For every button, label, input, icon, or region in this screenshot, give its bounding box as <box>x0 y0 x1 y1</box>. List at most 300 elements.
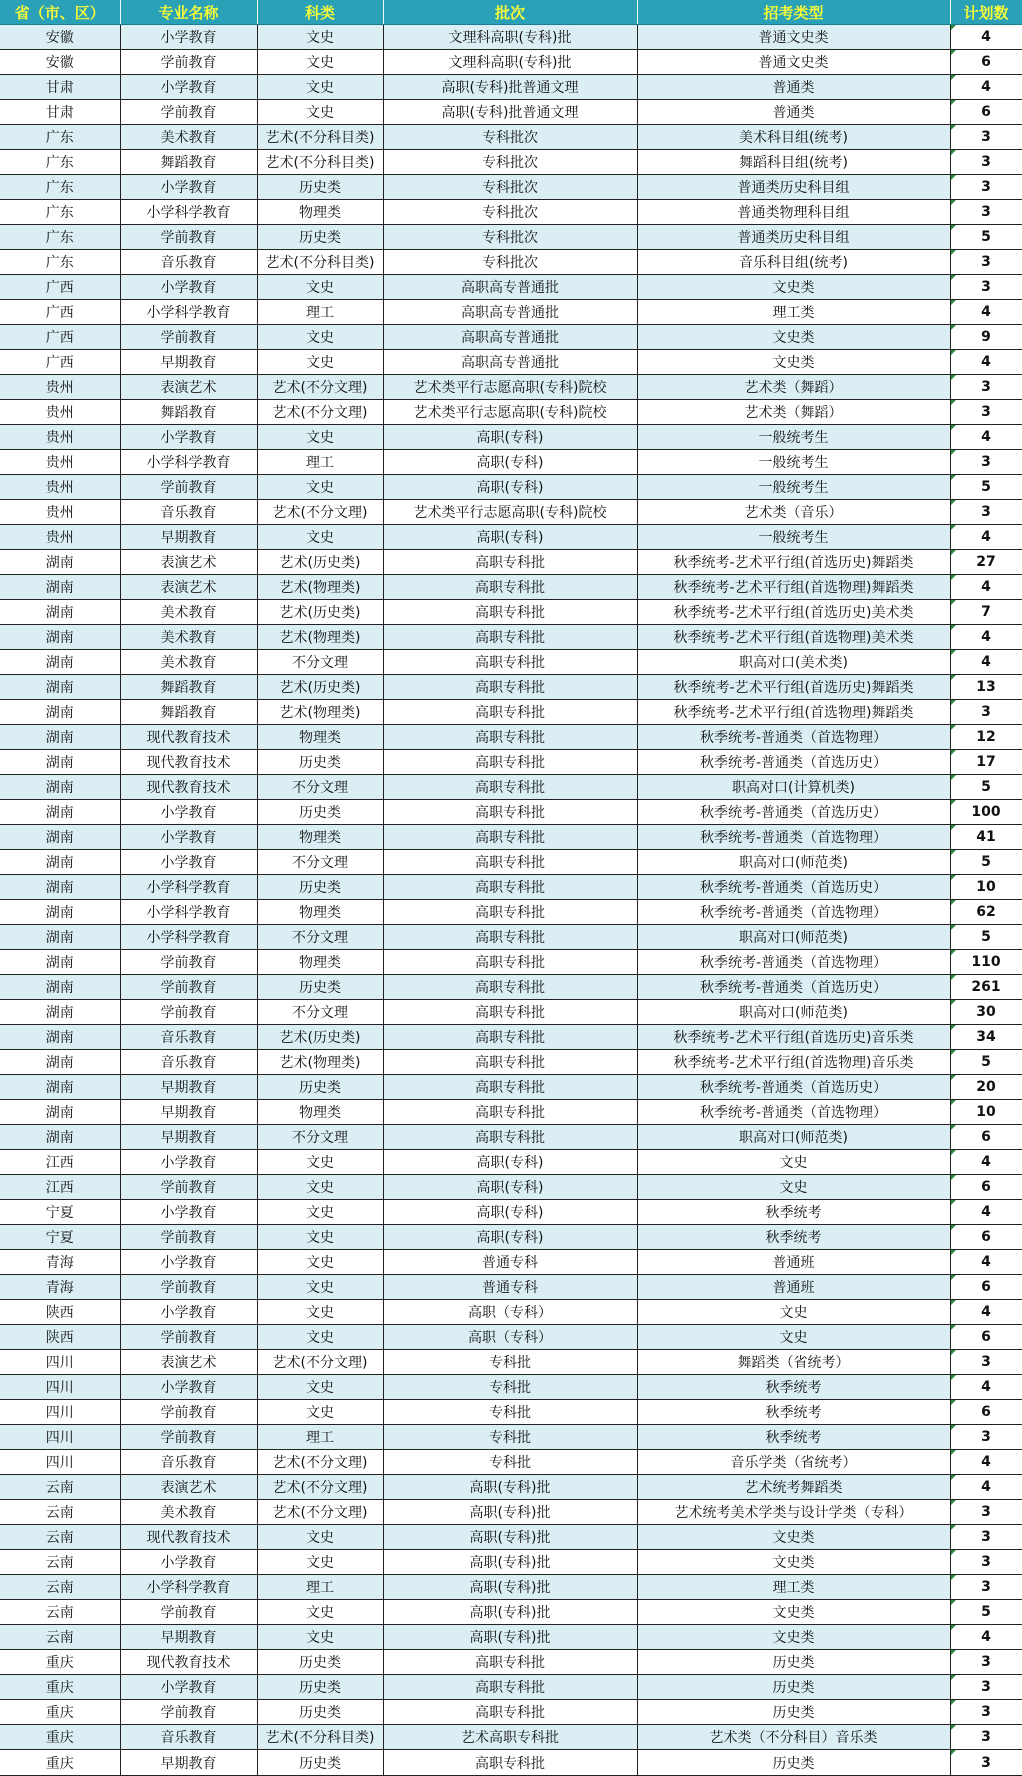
cell-plan-count: 3 <box>950 1750 1022 1776</box>
cell-batch: 高职专科批 <box>383 1650 637 1675</box>
cell-major: 小学教育 <box>120 800 257 825</box>
cell-province: 安徽 <box>0 50 120 75</box>
cell-subject-category: 历史类 <box>257 1750 383 1776</box>
table-row <box>0 1075 1022 1100</box>
cell-major: 现代教育技术 <box>120 1525 257 1550</box>
cell-batch: 高职(专科) <box>383 475 637 500</box>
cell-subject-category: 艺术(物理类) <box>257 700 383 725</box>
cell-plan-count: 13 <box>950 675 1022 700</box>
cell-batch: 高职(专科)批普通文理 <box>383 75 637 100</box>
cell-major: 小学教育 <box>120 75 257 100</box>
cell-plan-count: 4 <box>950 1625 1022 1650</box>
cell-major: 学前教育 <box>120 225 257 250</box>
cell-province: 湖南 <box>0 925 120 950</box>
table-row <box>0 25 1022 50</box>
cell-admission-type: 普通班 <box>637 1250 950 1275</box>
header-row <box>0 0 1022 25</box>
cell-major: 音乐教育 <box>120 1050 257 1075</box>
cell-major: 小学教育 <box>120 1200 257 1225</box>
cell-batch: 高职专科批 <box>383 750 637 775</box>
cell-province: 广西 <box>0 300 120 325</box>
cell-admission-type: 秋季统考 <box>637 1400 950 1425</box>
table-row <box>0 1275 1022 1300</box>
cell-batch: 高职专科批 <box>383 575 637 600</box>
cell-batch: 高职(专科)批 <box>383 1500 637 1525</box>
cell-major: 学前教育 <box>120 1425 257 1450</box>
cell-province: 贵州 <box>0 500 120 525</box>
cell-batch: 高职（专科） <box>383 1300 637 1325</box>
cell-province: 陕西 <box>0 1325 120 1350</box>
cell-province: 湖南 <box>0 1100 120 1125</box>
table-row <box>0 200 1022 225</box>
cell-subject-category: 不分文理 <box>257 650 383 675</box>
cell-admission-type: 秋季统考-普通类（首选历史） <box>637 800 950 825</box>
cell-admission-type: 秋季统考-艺术平行组(首选物理)舞蹈类 <box>637 700 950 725</box>
cell-plan-count: 3 <box>950 1700 1022 1725</box>
cell-batch: 高职专科批 <box>383 1750 637 1776</box>
cell-batch: 高职专科批 <box>383 600 637 625</box>
cell-subject-category: 文史 <box>257 1300 383 1325</box>
cell-major: 早期教育 <box>120 1750 257 1776</box>
cell-plan-count: 3 <box>950 1725 1022 1750</box>
cell-admission-type: 舞蹈科目组(统考) <box>637 150 950 175</box>
cell-subject-category: 艺术(不分文理) <box>257 1475 383 1500</box>
cell-subject-category: 历史类 <box>257 750 383 775</box>
cell-batch: 专科批 <box>383 1375 637 1400</box>
cell-major: 小学教育 <box>120 1250 257 1275</box>
table-row <box>0 1350 1022 1375</box>
cell-plan-count: 3 <box>950 150 1022 175</box>
cell-subject-category: 物理类 <box>257 1100 383 1125</box>
cell-subject-category: 历史类 <box>257 1700 383 1725</box>
table-row <box>0 550 1022 575</box>
cell-admission-type: 秋季统考-艺术平行组(首选历史)音乐类 <box>637 1025 950 1050</box>
cell-admission-type: 秋季统考-普通类（首选物理） <box>637 825 950 850</box>
cell-admission-type: 艺术类（不分科目）音乐类 <box>637 1725 950 1750</box>
cell-province: 重庆 <box>0 1675 120 1700</box>
table-row <box>0 1550 1022 1575</box>
cell-province: 云南 <box>0 1625 120 1650</box>
cell-admission-type: 文史类 <box>637 350 950 375</box>
cell-province: 贵州 <box>0 525 120 550</box>
cell-admission-type: 秋季统考-普通类（首选历史） <box>637 975 950 1000</box>
cell-subject-category: 艺术(不分科目类) <box>257 150 383 175</box>
table-row <box>0 275 1022 300</box>
table-row <box>0 775 1022 800</box>
cell-province: 广东 <box>0 250 120 275</box>
table-row <box>0 1425 1022 1450</box>
cell-admission-type: 理工类 <box>637 1575 950 1600</box>
cell-major: 音乐教育 <box>120 500 257 525</box>
cell-subject-category: 艺术(历史类) <box>257 1025 383 1050</box>
cell-major: 美术教育 <box>120 125 257 150</box>
cell-major: 小学科学教育 <box>120 1575 257 1600</box>
cell-batch: 文理科高职(专科)批 <box>383 50 637 75</box>
cell-province: 湖南 <box>0 975 120 1000</box>
cell-admission-type: 艺术统考舞蹈类 <box>637 1475 950 1500</box>
cell-plan-count: 3 <box>950 1550 1022 1575</box>
table-row <box>0 1375 1022 1400</box>
table-row <box>0 800 1022 825</box>
cell-major: 音乐教育 <box>120 250 257 275</box>
cell-province: 重庆 <box>0 1700 120 1725</box>
cell-province: 云南 <box>0 1525 120 1550</box>
cell-major: 美术教育 <box>120 650 257 675</box>
cell-province: 湖南 <box>0 600 120 625</box>
table-row <box>0 750 1022 775</box>
cell-major: 小学科学教育 <box>120 450 257 475</box>
cell-admission-type: 秋季统考-艺术平行组(首选历史)美术类 <box>637 600 950 625</box>
table-row <box>0 1125 1022 1150</box>
cell-admission-type: 秋季统考 <box>637 1200 950 1225</box>
cell-province: 广西 <box>0 275 120 300</box>
cell-batch: 高职专科批 <box>383 775 637 800</box>
cell-plan-count: 6 <box>950 1125 1022 1150</box>
header-subject-category: 科类 <box>257 0 383 25</box>
cell-admission-type: 秋季统考-普通类（首选物理） <box>637 950 950 975</box>
cell-major: 小学科学教育 <box>120 300 257 325</box>
cell-batch: 高职专科批 <box>383 1025 637 1050</box>
cell-major: 早期教育 <box>120 1125 257 1150</box>
cell-province: 湖南 <box>0 1000 120 1025</box>
cell-plan-count: 3 <box>950 400 1022 425</box>
cell-plan-count: 4 <box>950 300 1022 325</box>
cell-major: 学前教育 <box>120 1400 257 1425</box>
cell-province: 湖南 <box>0 900 120 925</box>
table-row <box>0 50 1022 75</box>
cell-admission-type: 艺术统考美术学类与设计学类（专科） <box>637 1500 950 1525</box>
cell-admission-type: 秋季统考 <box>637 1225 950 1250</box>
cell-admission-type: 历史类 <box>637 1650 950 1675</box>
table-row <box>0 150 1022 175</box>
table-row <box>0 400 1022 425</box>
cell-subject-category: 不分文理 <box>257 775 383 800</box>
cell-major: 学前教育 <box>120 950 257 975</box>
cell-batch: 高职专科批 <box>383 850 637 875</box>
cell-batch: 高职(专科)批 <box>383 1525 637 1550</box>
cell-admission-type: 历史类 <box>637 1675 950 1700</box>
cell-subject-category: 艺术(不分科目类) <box>257 125 383 150</box>
cell-admission-type: 秋季统考 <box>637 1375 950 1400</box>
cell-batch: 高职专科批 <box>383 925 637 950</box>
cell-province: 湖南 <box>0 950 120 975</box>
cell-province: 青海 <box>0 1275 120 1300</box>
cell-province: 湖南 <box>0 625 120 650</box>
cell-batch: 高职高专普通批 <box>383 300 637 325</box>
cell-major: 音乐教育 <box>120 1025 257 1050</box>
cell-major: 表演艺术 <box>120 575 257 600</box>
cell-province: 湖南 <box>0 575 120 600</box>
cell-batch: 高职高专普通批 <box>383 325 637 350</box>
table-row <box>0 500 1022 525</box>
cell-province: 云南 <box>0 1475 120 1500</box>
cell-plan-count: 4 <box>950 350 1022 375</box>
table-row <box>0 1250 1022 1275</box>
cell-admission-type: 秋季统考-艺术平行组(首选历史)舞蹈类 <box>637 550 950 575</box>
cell-subject-category: 艺术(历史类) <box>257 550 383 575</box>
cell-major: 小学教育 <box>120 1675 257 1700</box>
cell-admission-type: 秋季统考-艺术平行组(首选物理)美术类 <box>637 625 950 650</box>
cell-admission-type: 文史 <box>637 1150 950 1175</box>
table-body <box>0 25 1022 1776</box>
table-row <box>0 1725 1022 1750</box>
cell-batch: 艺术类平行志愿高职(专科)院校 <box>383 500 637 525</box>
cell-subject-category: 历史类 <box>257 975 383 1000</box>
cell-admission-type: 职高对口(计算机类) <box>637 775 950 800</box>
cell-province: 湖南 <box>0 1125 120 1150</box>
cell-subject-category: 不分文理 <box>257 850 383 875</box>
cell-province: 云南 <box>0 1600 120 1625</box>
cell-batch: 高职(专科) <box>383 425 637 450</box>
cell-plan-count: 3 <box>950 1575 1022 1600</box>
cell-subject-category: 文史 <box>257 350 383 375</box>
cell-batch: 专科批 <box>383 1450 637 1475</box>
cell-batch: 专科批次 <box>383 150 637 175</box>
cell-admission-type: 文史类 <box>637 325 950 350</box>
cell-major: 小学教育 <box>120 1300 257 1325</box>
cell-province: 贵州 <box>0 400 120 425</box>
table-row <box>0 125 1022 150</box>
cell-subject-category: 物理类 <box>257 950 383 975</box>
cell-batch: 艺术类平行志愿高职(专科)院校 <box>383 400 637 425</box>
cell-major: 现代教育技术 <box>120 725 257 750</box>
cell-plan-count: 17 <box>950 750 1022 775</box>
cell-province: 云南 <box>0 1500 120 1525</box>
cell-province: 甘肃 <box>0 75 120 100</box>
cell-subject-category: 艺术(物理类) <box>257 575 383 600</box>
cell-admission-type: 一般统考生 <box>637 525 950 550</box>
cell-admission-type: 文史类 <box>637 1550 950 1575</box>
cell-plan-count: 7 <box>950 600 1022 625</box>
cell-province: 贵州 <box>0 450 120 475</box>
cell-province: 云南 <box>0 1550 120 1575</box>
cell-batch: 艺术类平行志愿高职(专科)院校 <box>383 375 637 400</box>
cell-major: 现代教育技术 <box>120 775 257 800</box>
cell-admission-type: 职高对口(师范类) <box>637 925 950 950</box>
cell-batch: 高职(专科)批 <box>383 1625 637 1650</box>
cell-province: 广西 <box>0 325 120 350</box>
cell-plan-count: 3 <box>950 275 1022 300</box>
cell-major: 学前教育 <box>120 975 257 1000</box>
cell-batch: 高职专科批 <box>383 650 637 675</box>
cell-subject-category: 理工 <box>257 300 383 325</box>
cell-plan-count: 10 <box>950 875 1022 900</box>
table-row <box>0 1100 1022 1125</box>
cell-subject-category: 历史类 <box>257 1650 383 1675</box>
table-row <box>0 1175 1022 1200</box>
cell-subject-category: 文史 <box>257 1250 383 1275</box>
cell-province: 江西 <box>0 1175 120 1200</box>
table-row <box>0 475 1022 500</box>
cell-batch: 专科批 <box>383 1350 637 1375</box>
cell-admission-type: 普通文史类 <box>637 50 950 75</box>
cell-admission-type: 普通类历史科目组 <box>637 175 950 200</box>
cell-province: 重庆 <box>0 1750 120 1776</box>
cell-admission-type: 秋季统考-普通类（首选历史） <box>637 1075 950 1100</box>
table-row <box>0 825 1022 850</box>
cell-major: 学前教育 <box>120 1175 257 1200</box>
cell-subject-category: 艺术(不分文理) <box>257 500 383 525</box>
cell-province: 湖南 <box>0 675 120 700</box>
cell-plan-count: 3 <box>950 1675 1022 1700</box>
cell-subject-category: 艺术(不分文理) <box>257 1350 383 1375</box>
cell-plan-count: 4 <box>950 25 1022 50</box>
cell-batch: 高职专科批 <box>383 825 637 850</box>
header-plan-count: 计划数 <box>950 0 1022 25</box>
cell-batch: 高职专科批 <box>383 1050 637 1075</box>
cell-major: 小学科学教育 <box>120 925 257 950</box>
cell-major: 学前教育 <box>120 475 257 500</box>
cell-major: 学前教育 <box>120 1275 257 1300</box>
cell-batch: 高职高专普通批 <box>383 275 637 300</box>
cell-plan-count: 3 <box>950 200 1022 225</box>
cell-batch: 高职(专科)批 <box>383 1575 637 1600</box>
cell-admission-type: 秋季统考-普通类（首选物理） <box>637 900 950 925</box>
cell-plan-count: 20 <box>950 1075 1022 1100</box>
cell-batch: 高职专科批 <box>383 1000 637 1025</box>
table-row <box>0 700 1022 725</box>
cell-batch: 专科批次 <box>383 225 637 250</box>
table-row <box>0 875 1022 900</box>
cell-plan-count: 3 <box>950 1525 1022 1550</box>
cell-admission-type: 秋季统考-普通类（首选历史） <box>637 875 950 900</box>
table-row <box>0 925 1022 950</box>
table-row <box>0 175 1022 200</box>
table-row <box>0 975 1022 1000</box>
cell-major: 学前教育 <box>120 1225 257 1250</box>
cell-province: 湖南 <box>0 825 120 850</box>
cell-admission-type: 音乐科目组(统考) <box>637 250 950 275</box>
cell-province: 湖南 <box>0 775 120 800</box>
cell-subject-category: 历史类 <box>257 875 383 900</box>
cell-subject-category: 物理类 <box>257 825 383 850</box>
cell-subject-category: 艺术(物理类) <box>257 625 383 650</box>
cell-major: 小学教育 <box>120 425 257 450</box>
cell-province: 重庆 <box>0 1725 120 1750</box>
cell-major: 小学教育 <box>120 1150 257 1175</box>
cell-province: 广东 <box>0 150 120 175</box>
cell-province: 广西 <box>0 350 120 375</box>
cell-major: 小学教育 <box>120 850 257 875</box>
cell-plan-count: 6 <box>950 1275 1022 1300</box>
cell-subject-category: 不分文理 <box>257 1000 383 1025</box>
cell-plan-count: 3 <box>950 375 1022 400</box>
cell-batch: 高职专科批 <box>383 875 637 900</box>
cell-plan-count: 3 <box>950 1500 1022 1525</box>
table-row <box>0 1300 1022 1325</box>
cell-subject-category: 历史类 <box>257 1075 383 1100</box>
cell-major: 早期教育 <box>120 1075 257 1100</box>
cell-plan-count: 4 <box>950 575 1022 600</box>
cell-major: 音乐教育 <box>120 1725 257 1750</box>
cell-admission-type: 一般统考生 <box>637 475 950 500</box>
cell-batch: 高职专科批 <box>383 975 637 1000</box>
cell-batch: 专科批次 <box>383 175 637 200</box>
cell-batch: 高职专科批 <box>383 1075 637 1100</box>
cell-province: 宁夏 <box>0 1225 120 1250</box>
cell-plan-count: 6 <box>950 1225 1022 1250</box>
cell-admission-type: 艺术类（舞蹈） <box>637 400 950 425</box>
table-row <box>0 350 1022 375</box>
cell-major: 舞蹈教育 <box>120 400 257 425</box>
cell-admission-type: 历史类 <box>637 1700 950 1725</box>
cell-batch: 专科批次 <box>383 200 637 225</box>
cell-major: 早期教育 <box>120 350 257 375</box>
table-row <box>0 1150 1022 1175</box>
cell-admission-type: 舞蹈类（省统考） <box>637 1350 950 1375</box>
cell-plan-count: 4 <box>950 1250 1022 1275</box>
cell-admission-type: 文史类 <box>637 1625 950 1650</box>
cell-subject-category: 历史类 <box>257 175 383 200</box>
cell-admission-type: 音乐学类（省统考） <box>637 1450 950 1475</box>
cell-plan-count: 10 <box>950 1100 1022 1125</box>
cell-major: 小学教育 <box>120 25 257 50</box>
cell-plan-count: 30 <box>950 1000 1022 1025</box>
cell-admission-type: 秋季统考-艺术平行组(首选历史)舞蹈类 <box>637 675 950 700</box>
cell-province: 湖南 <box>0 550 120 575</box>
cell-province: 湖南 <box>0 750 120 775</box>
cell-province: 安徽 <box>0 25 120 50</box>
cell-plan-count: 3 <box>950 125 1022 150</box>
cell-admission-type: 理工类 <box>637 300 950 325</box>
table-row <box>0 950 1022 975</box>
cell-subject-category: 理工 <box>257 450 383 475</box>
cell-subject-category: 文史 <box>257 325 383 350</box>
cell-batch: 普通专科 <box>383 1275 637 1300</box>
cell-subject-category: 艺术(不分科目类) <box>257 250 383 275</box>
table-row <box>0 1500 1022 1525</box>
cell-province: 四川 <box>0 1375 120 1400</box>
cell-batch: 艺术高职专科批 <box>383 1725 637 1750</box>
cell-plan-count: 6 <box>950 1175 1022 1200</box>
cell-plan-count: 3 <box>950 500 1022 525</box>
cell-province: 湖南 <box>0 850 120 875</box>
header-batch: 批次 <box>383 0 637 25</box>
cell-plan-count: 4 <box>950 1300 1022 1325</box>
cell-subject-category: 艺术(历史类) <box>257 675 383 700</box>
cell-major: 表演艺术 <box>120 1350 257 1375</box>
cell-batch: 专科批次 <box>383 125 637 150</box>
cell-plan-count: 41 <box>950 825 1022 850</box>
cell-plan-count: 3 <box>950 700 1022 725</box>
cell-batch: 高职专科批 <box>383 625 637 650</box>
cell-major: 小学教育 <box>120 1375 257 1400</box>
cell-major: 美术教育 <box>120 1500 257 1525</box>
cell-province: 四川 <box>0 1450 120 1475</box>
cell-plan-count: 6 <box>950 100 1022 125</box>
cell-batch: 高职专科批 <box>383 900 637 925</box>
cell-major: 早期教育 <box>120 1100 257 1125</box>
cell-admission-type: 文史 <box>637 1175 950 1200</box>
cell-batch: 高职(专科)批普通文理 <box>383 100 637 125</box>
table-row <box>0 900 1022 925</box>
table-row <box>0 1200 1022 1225</box>
cell-admission-type: 文史 <box>637 1325 950 1350</box>
cell-admission-type: 普通文史类 <box>637 25 950 50</box>
cell-admission-type: 艺术类（音乐） <box>637 500 950 525</box>
cell-admission-type: 秋季统考-普通类（首选物理） <box>637 1100 950 1125</box>
cell-province: 贵州 <box>0 475 120 500</box>
cell-province: 宁夏 <box>0 1200 120 1225</box>
cell-batch: 高职专科批 <box>383 675 637 700</box>
table-row <box>0 850 1022 875</box>
cell-batch: 高职专科批 <box>383 550 637 575</box>
cell-batch: 高职专科批 <box>383 700 637 725</box>
cell-subject-category: 文史 <box>257 1175 383 1200</box>
cell-plan-count: 5 <box>950 225 1022 250</box>
cell-batch: 专科批 <box>383 1425 637 1450</box>
cell-province: 甘肃 <box>0 100 120 125</box>
